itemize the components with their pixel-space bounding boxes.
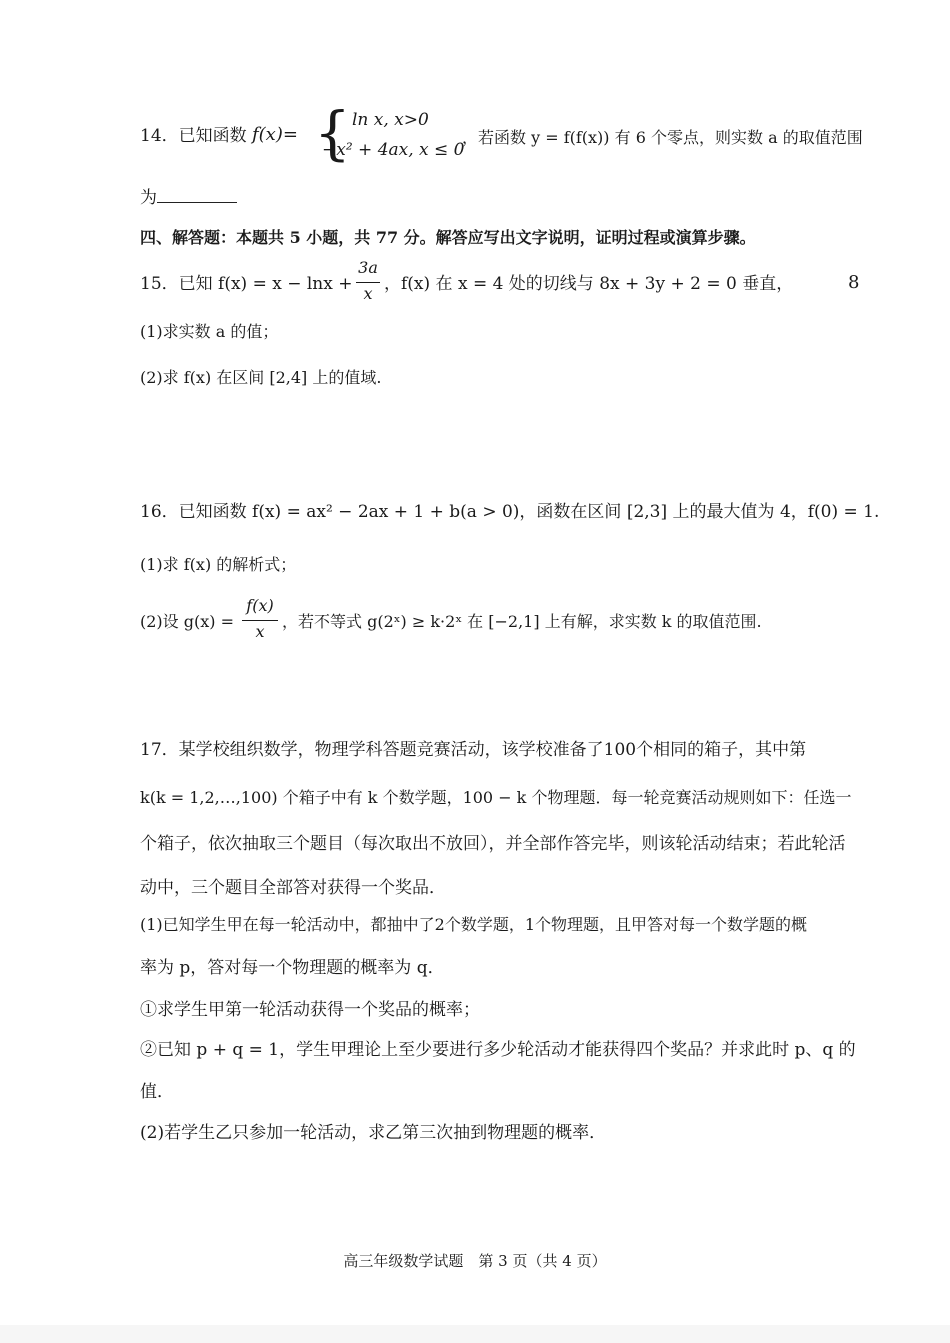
q17-line-8: ②已知 p + q = 1，学生甲理论上至少要进行多少轮活动才能获得四个奖品？并求此时 p、q 的 <box>140 1040 856 1060</box>
piecewise-brace: { <box>314 99 351 167</box>
q15-frac-num: 3a <box>358 258 378 277</box>
q16-frac-bar <box>242 620 278 621</box>
q16-frac-num: f(x) <box>246 596 274 615</box>
q16-part-1: (1)求 f(x) 的解析式； <box>140 555 297 574</box>
q14-case-1: ln x, x>0 <box>352 110 429 130</box>
q15-frac-bar <box>356 282 380 283</box>
q17-line-6: 率为 p，答对每一个物理题的概率为 q． <box>140 958 445 978</box>
q17-line-10: (2)若学生乙只参加一轮活动，求乙第三次抽到物理题的概率． <box>140 1123 607 1143</box>
q16-part-2-lead: (2)设 g(x) = <box>140 612 234 631</box>
margin-mark: 8 <box>848 272 860 293</box>
page-footer: 高三年级数学试题 第 3 页（共 4 页） <box>343 1252 607 1270</box>
q14-lead: 14．已知函数 <box>140 126 247 146</box>
q14-case-2: −x² + 4ax, x ≤ 0 <box>322 140 465 160</box>
q14-tail: ，若函数 y = f(f(x)) 有 6 个零点，则实数 a 的取值范围 <box>462 128 863 147</box>
q17-line-4: 动中，三个题目全部答对获得一个奖品． <box>140 878 446 898</box>
q15-part-2: (2)求 f(x) 在区间 [2,4] 上的值域. <box>140 368 382 387</box>
q15-frac-den: x <box>363 284 373 303</box>
q17-line-9: 值． <box>140 1082 174 1102</box>
scan-edge <box>0 1325 950 1343</box>
q16-line-1: 16．已知函数 f(x) = ax² − 2ax + 1 + b(a > 0)，函数在区间 [2,3] 上的最大值为 4，f(0) = 1. <box>140 502 880 522</box>
q17-line-5: (1)已知学生甲在每一轮活动中，都抽中了2个数学题，1个物理题，且甲答对每一个数学题的概 <box>140 915 808 934</box>
q17-line-1: 17．某学校组织数学，物理学科答题竞赛活动，该学校准备了100个相同的箱子，其中第 <box>140 740 807 760</box>
answer-blank <box>157 186 237 203</box>
q16-part-2-tail: ，若不等式 g(2ˣ) ≥ k·2ˣ 在 [−2,1] 上有解，求实数 k 的取值范围. <box>282 612 762 631</box>
q14-line-2-text: 为 <box>140 188 157 208</box>
q17-line-3: 个箱子，依次抽取三个题目（每次取出不放回），并全部作答完毕，则该轮活动结束；若此轮活 <box>140 834 846 854</box>
q14-line-2 <box>140 186 237 210</box>
q17-line-7: ①求学生甲第一轮活动获得一个奖品的概率； <box>140 1000 480 1020</box>
section-heading: 四、解答题：本题共 5 小题，共 77 分。解答应写出文字说明，证明过程或演算步骤。 <box>140 228 756 247</box>
q15-part-1: (1)求实数 a 的值； <box>140 322 279 341</box>
q17-line-2: k(k = 1,2,…,100) 个箱子中有 k 个数学题，100 − k 个物理题．每一轮竞赛活动规则如下：任选一 <box>140 788 852 807</box>
q16-fraction <box>242 596 278 646</box>
q15-lead: 15．已知 f(x) = x − lnx + <box>140 274 353 294</box>
q15-fraction <box>356 258 380 308</box>
q14-fx: f(x)= <box>252 124 298 145</box>
q16-frac-den: x <box>255 622 265 641</box>
q15-tail: ，f(x) 在 x = 4 处的切线与 8x + 3y + 2 = 0 垂直， <box>384 274 794 294</box>
